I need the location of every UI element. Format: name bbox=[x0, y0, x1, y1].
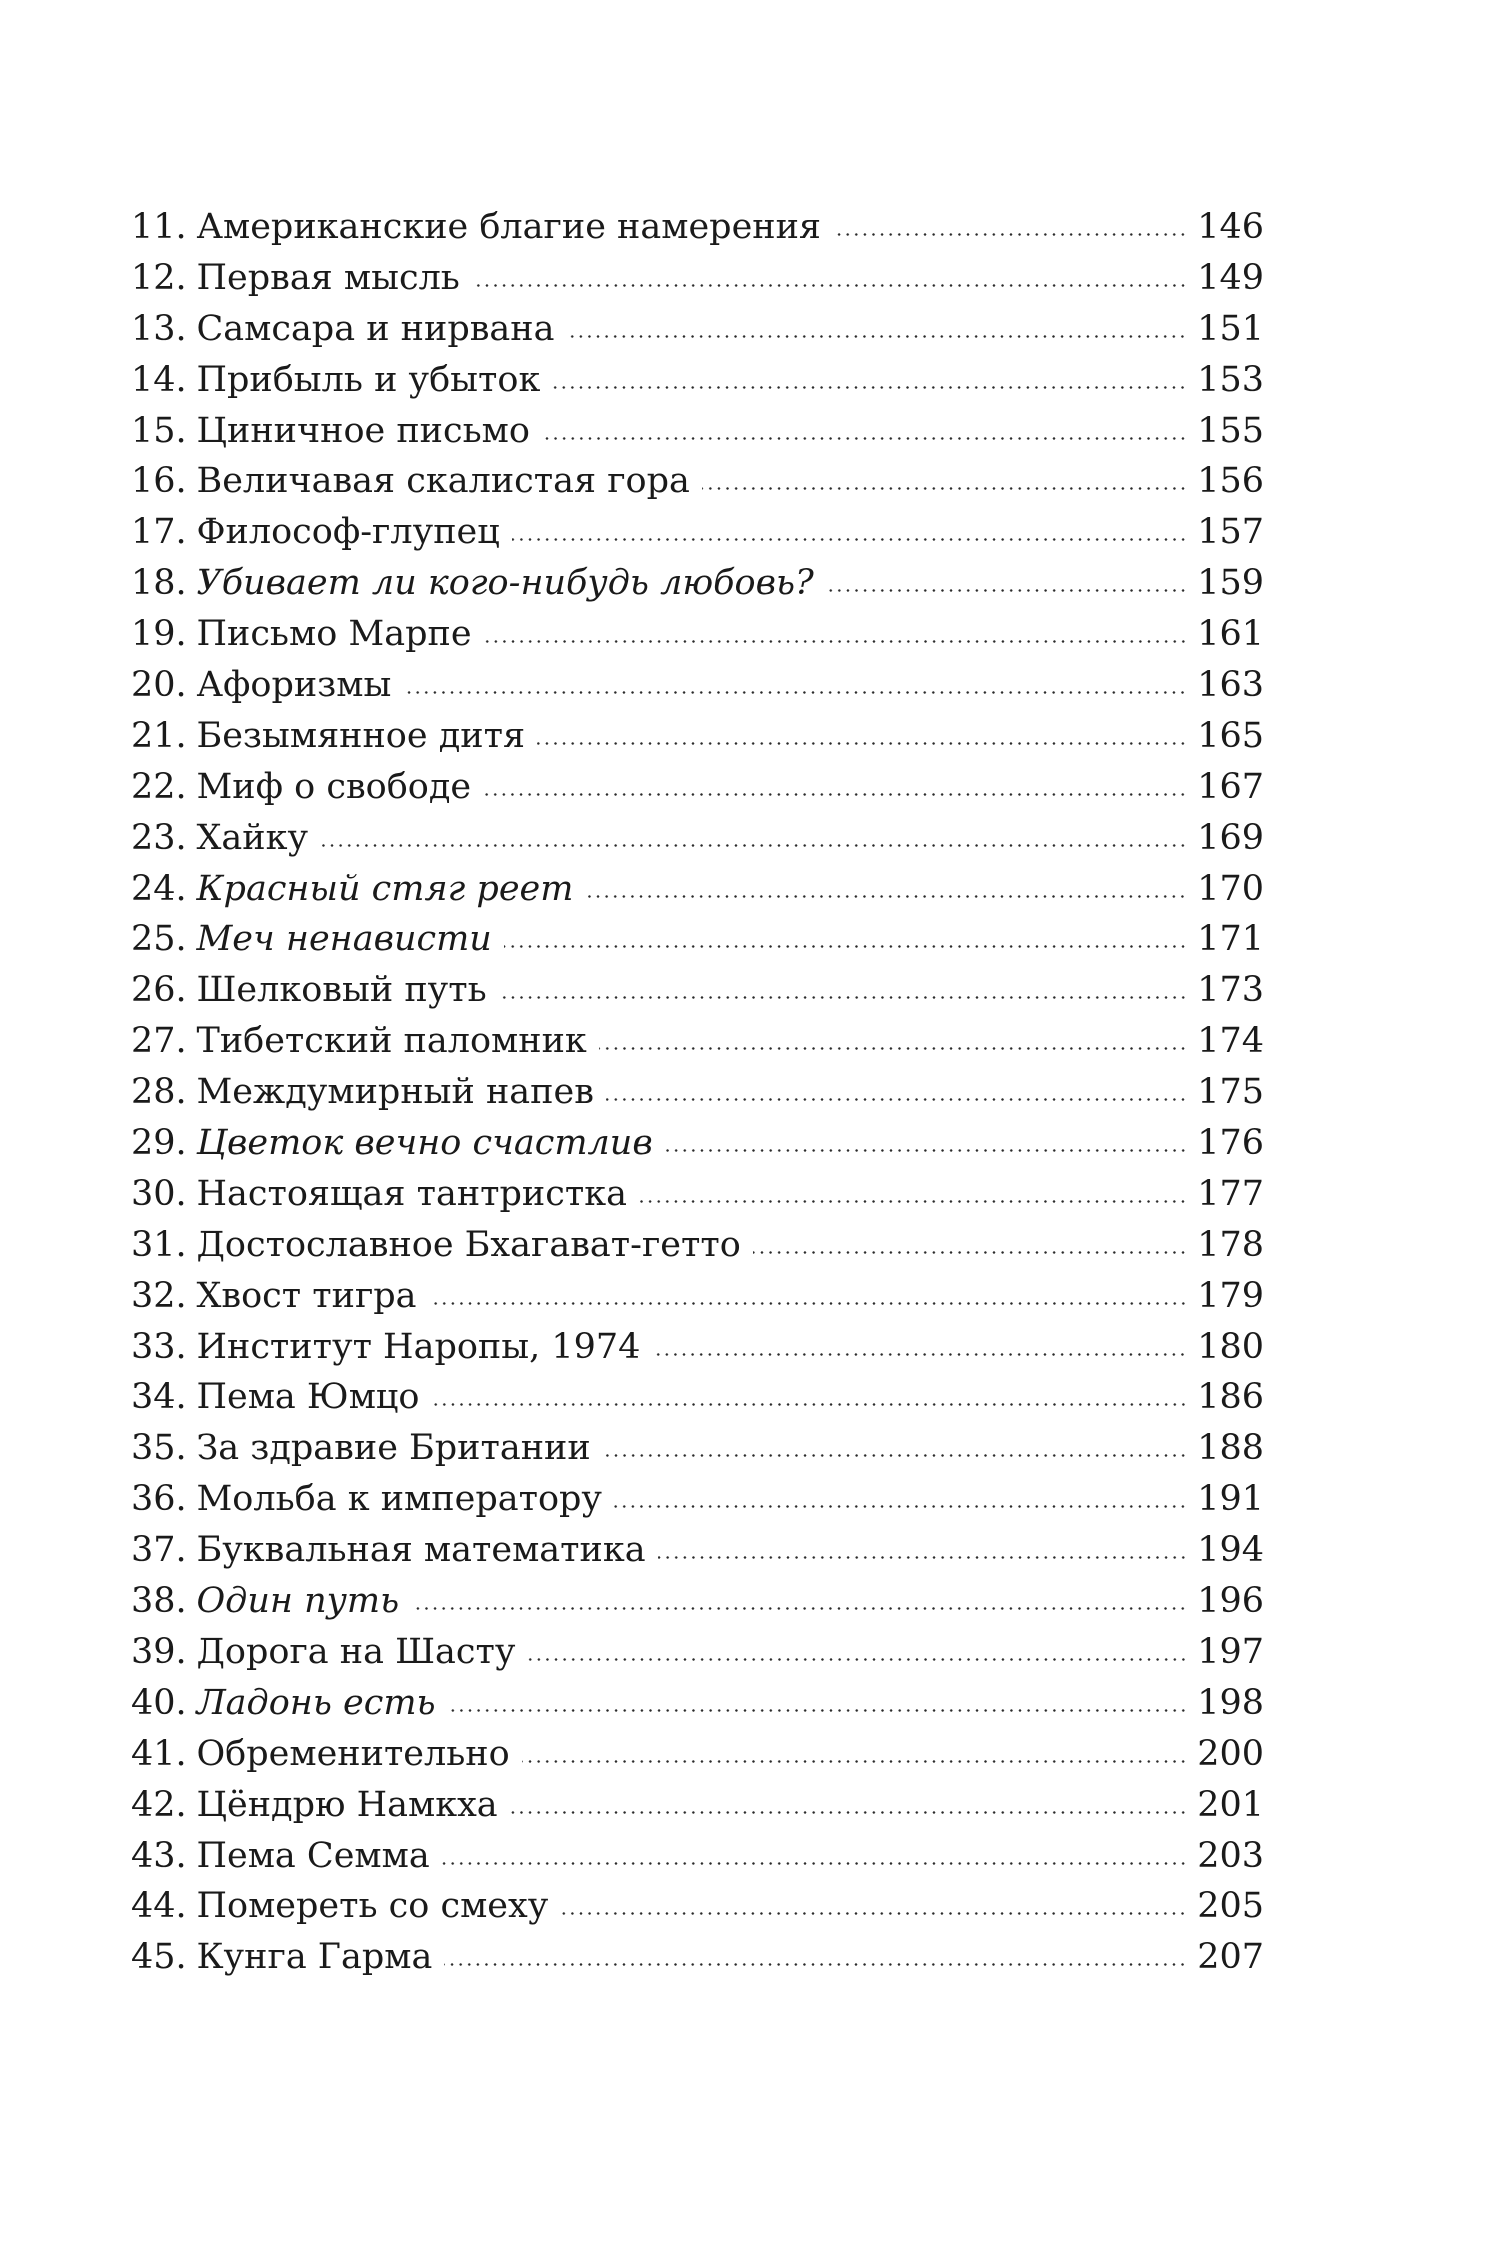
toc-entry-page-number: 196 bbox=[1197, 1581, 1264, 1622]
toc-entry bbox=[131, 1372, 1264, 1423]
toc-entry-number: 12. bbox=[131, 257, 187, 298]
toc-entry-number: 23. bbox=[131, 817, 187, 858]
dot-leader bbox=[320, 814, 1187, 849]
toc-entry bbox=[131, 1169, 1264, 1220]
toc-entry bbox=[131, 507, 1264, 558]
dot-leader bbox=[484, 610, 1188, 645]
toc-entry-title: Самсара и нирвана bbox=[196, 308, 555, 349]
dot-leader bbox=[510, 1781, 1188, 1816]
toc-entry bbox=[131, 202, 1264, 253]
dot-leader bbox=[665, 1119, 1187, 1154]
toc-entry-page-number: 169 bbox=[1197, 817, 1264, 858]
dot-leader bbox=[639, 1170, 1187, 1205]
toc-entry-title: Хайку bbox=[196, 817, 309, 858]
toc-entry-page-number: 180 bbox=[1197, 1326, 1264, 1367]
toc-entry bbox=[131, 355, 1264, 406]
toc-entry-title: Буквальная математика bbox=[196, 1530, 646, 1571]
toc-entry-title: Обременительно bbox=[196, 1733, 510, 1774]
toc-entry-page-number: 177 bbox=[1197, 1173, 1264, 1214]
toc-entry-title: Первая мысль bbox=[196, 257, 460, 298]
dot-leader bbox=[552, 356, 1187, 391]
toc-entry bbox=[131, 660, 1264, 711]
toc-entry-page-number: 170 bbox=[1197, 868, 1264, 909]
toc-entry-number: 42. bbox=[131, 1784, 187, 1825]
toc-entry-title: Цёндрю Намкха bbox=[196, 1784, 498, 1825]
toc-entry-title: Пема Семма bbox=[196, 1835, 430, 1876]
toc-entry-title: Один путь bbox=[196, 1581, 400, 1622]
dot-leader bbox=[585, 865, 1187, 900]
toc-entry-page-number: 161 bbox=[1197, 614, 1264, 655]
toc-entry-page-number: 179 bbox=[1197, 1275, 1264, 1316]
dot-leader bbox=[606, 1068, 1187, 1103]
toc-entry-number: 24. bbox=[131, 868, 187, 909]
toc-entry bbox=[131, 1576, 1264, 1627]
toc-entry-number: 34. bbox=[131, 1377, 187, 1418]
toc-entry-number: 30. bbox=[131, 1173, 187, 1214]
toc-entry-title: Величавая скалистая гора bbox=[196, 461, 690, 502]
toc-entry bbox=[131, 1881, 1264, 1932]
toc-entry-number: 33. bbox=[131, 1326, 187, 1367]
toc-entry bbox=[131, 965, 1264, 1016]
toc-entry-title: Шелковый путь bbox=[196, 970, 487, 1011]
toc-entry-page-number: 163 bbox=[1197, 665, 1264, 706]
toc-entry bbox=[131, 1016, 1264, 1067]
toc-entry-title: Мольба к императору bbox=[196, 1479, 603, 1520]
toc-entry-page-number: 155 bbox=[1197, 410, 1264, 451]
toc-entry-title: Убивает ли кого-нибудь любовь? bbox=[196, 563, 814, 604]
dot-leader bbox=[432, 1373, 1188, 1408]
toc-entry-title: Пема Юмцо bbox=[196, 1377, 420, 1418]
dot-leader bbox=[702, 457, 1187, 492]
toc-entry bbox=[131, 1780, 1264, 1831]
toc-entry-page-number: 159 bbox=[1197, 563, 1264, 604]
dot-leader bbox=[614, 1475, 1187, 1510]
toc-entry-number: 40. bbox=[131, 1682, 187, 1723]
toc-entry bbox=[131, 711, 1264, 762]
toc-entry-title: Циничное письмо bbox=[196, 410, 530, 451]
toc-entry-title: Настоящая тантристка bbox=[196, 1173, 627, 1214]
toc-entry bbox=[131, 1932, 1264, 1983]
toc-entry-page-number: 178 bbox=[1197, 1224, 1264, 1265]
dot-leader bbox=[542, 407, 1187, 442]
toc-entry bbox=[131, 1831, 1264, 1882]
toc-entry-page-number: 203 bbox=[1197, 1835, 1264, 1876]
dot-leader bbox=[826, 559, 1187, 594]
dot-leader bbox=[522, 1730, 1187, 1765]
dot-leader bbox=[403, 661, 1187, 696]
toc-entry-page-number: 173 bbox=[1197, 970, 1264, 1011]
toc-entry-title: Тибетский паломник bbox=[196, 1021, 587, 1062]
toc-entry-number: 21. bbox=[131, 715, 187, 756]
toc-entry-page-number: 200 bbox=[1197, 1733, 1264, 1774]
dot-leader bbox=[411, 1577, 1187, 1612]
toc-entry bbox=[131, 1220, 1264, 1271]
toc-entry-number: 36. bbox=[131, 1479, 187, 1520]
toc-entry-page-number: 201 bbox=[1197, 1784, 1264, 1825]
toc-entry-number: 13. bbox=[131, 308, 187, 349]
toc-entry-title: Миф о свободе bbox=[196, 766, 472, 807]
toc-entry bbox=[131, 1423, 1264, 1474]
toc-entry-title: Институт Наропы, 1974 bbox=[196, 1326, 641, 1367]
toc-entry bbox=[131, 1118, 1264, 1169]
toc-entry-number: 17. bbox=[131, 512, 187, 553]
dot-leader bbox=[444, 1933, 1187, 1968]
toc-entry-number: 39. bbox=[131, 1631, 187, 1672]
toc-entry-number: 45. bbox=[131, 1937, 187, 1978]
toc-entry-page-number: 205 bbox=[1197, 1886, 1264, 1927]
toc-entry bbox=[131, 864, 1264, 915]
toc-entry bbox=[131, 456, 1264, 507]
toc-entry-page-number: 149 bbox=[1197, 257, 1264, 298]
toc-entry-title: Кунга Гарма bbox=[196, 1937, 433, 1978]
dot-leader bbox=[537, 712, 1187, 747]
dot-leader bbox=[429, 1272, 1188, 1307]
toc-entry-page-number: 167 bbox=[1197, 766, 1264, 807]
dot-leader bbox=[472, 254, 1187, 289]
toc-entry-number: 44. bbox=[131, 1886, 187, 1927]
toc-entry-title: Достославное Бхагават-гетто bbox=[196, 1224, 741, 1265]
toc-entry-number: 19. bbox=[131, 614, 187, 655]
dot-leader bbox=[442, 1832, 1187, 1867]
toc-entry-number: 38. bbox=[131, 1581, 187, 1622]
dot-leader bbox=[483, 763, 1187, 798]
toc-entry-title: За здравие Британии bbox=[196, 1428, 591, 1469]
toc-entry bbox=[131, 253, 1264, 304]
toc-entry-page-number: 207 bbox=[1197, 1937, 1264, 1978]
toc-entry-page-number: 153 bbox=[1197, 359, 1264, 400]
toc-entry-number: 16. bbox=[131, 461, 187, 502]
toc-entry-number: 41. bbox=[131, 1733, 187, 1774]
toc-entry-page-number: 198 bbox=[1197, 1682, 1264, 1723]
toc-entry-page-number: 156 bbox=[1197, 461, 1264, 502]
toc-entry bbox=[131, 813, 1264, 864]
dot-leader bbox=[448, 1679, 1188, 1714]
toc-entry-number: 29. bbox=[131, 1123, 187, 1164]
toc-entry-page-number: 186 bbox=[1197, 1377, 1264, 1418]
toc-entry-number: 35. bbox=[131, 1428, 187, 1469]
toc-entry-page-number: 151 bbox=[1197, 308, 1264, 349]
toc-entry-number: 14. bbox=[131, 359, 187, 400]
toc-entry-page-number: 165 bbox=[1197, 715, 1264, 756]
toc-entry-page-number: 194 bbox=[1197, 1530, 1264, 1571]
toc-entry bbox=[131, 1678, 1264, 1729]
toc-entry-title: Афоризмы bbox=[196, 665, 392, 706]
dot-leader bbox=[658, 1526, 1188, 1561]
dot-leader bbox=[504, 915, 1187, 950]
toc-entry bbox=[131, 1271, 1264, 1322]
toc-entry-number: 15. bbox=[131, 410, 187, 451]
toc-entry bbox=[131, 304, 1264, 355]
toc-entry bbox=[131, 762, 1264, 813]
toc-entry-number: 20. bbox=[131, 665, 187, 706]
dot-leader bbox=[566, 305, 1187, 340]
dot-leader bbox=[603, 1424, 1187, 1459]
toc-entry bbox=[131, 1322, 1264, 1373]
toc-entry-page-number: 146 bbox=[1197, 207, 1264, 247]
dot-leader bbox=[512, 508, 1187, 543]
toc-entry-page-number: 171 bbox=[1197, 919, 1264, 960]
toc-entry-number: 31. bbox=[131, 1224, 187, 1265]
toc-entry-title: Ладонь есть bbox=[196, 1682, 436, 1723]
dot-leader bbox=[560, 1882, 1187, 1917]
toc-entry-page-number: 176 bbox=[1197, 1123, 1264, 1164]
toc-entry-page-number: 197 bbox=[1197, 1631, 1264, 1672]
toc-entry bbox=[131, 1525, 1264, 1576]
toc-entry-title: Цветок вечно счастлив bbox=[196, 1123, 653, 1164]
toc-entry-title: Прибыль и убыток bbox=[196, 359, 541, 400]
toc-entry-number: 25. bbox=[131, 919, 187, 960]
toc-entry-title: Помереть со смеху bbox=[196, 1886, 549, 1927]
toc-entry-title: Американские благие намерения bbox=[196, 207, 822, 247]
toc-entry bbox=[131, 1067, 1264, 1118]
toc-entry-page-number: 157 bbox=[1197, 512, 1264, 553]
toc-entry bbox=[131, 1474, 1264, 1525]
toc-entry bbox=[131, 1729, 1264, 1780]
toc-entry-title: Безымянное дитя bbox=[196, 715, 526, 756]
toc-entry bbox=[131, 1627, 1264, 1678]
table-of-contents bbox=[131, 202, 1264, 1983]
toc-entry bbox=[131, 558, 1264, 609]
toc-entry-title: Красный стяг реет bbox=[196, 868, 574, 909]
toc-entry-number: 18. bbox=[131, 563, 187, 604]
toc-entry-page-number: 174 bbox=[1197, 1021, 1264, 1062]
toc-entry bbox=[131, 406, 1264, 457]
toc-entry-page-number: 191 bbox=[1197, 1479, 1264, 1520]
dot-leader bbox=[499, 966, 1188, 1001]
toc-entry-title: Философ-глупец bbox=[196, 512, 500, 553]
toc-entry-number: 37. bbox=[131, 1530, 187, 1571]
toc-entry-number: 28. bbox=[131, 1072, 187, 1113]
toc-entry-number: 43. bbox=[131, 1835, 187, 1876]
toc-entry-page-number: 188 bbox=[1197, 1428, 1264, 1469]
toc-entry bbox=[131, 914, 1264, 965]
toc-entry-page-number: 175 bbox=[1197, 1072, 1264, 1113]
dot-leader bbox=[833, 203, 1187, 238]
toc-entry-title: Дорога на Шасту bbox=[196, 1631, 516, 1672]
toc-entry-number: 27. bbox=[131, 1021, 187, 1062]
dot-leader bbox=[753, 1221, 1187, 1256]
toc-entry-number: 32. bbox=[131, 1275, 187, 1316]
toc-entry-title: Меч ненависти bbox=[196, 919, 492, 960]
toc-entry-number: 22. bbox=[131, 766, 187, 807]
dot-leader bbox=[599, 1017, 1187, 1052]
dot-leader bbox=[528, 1628, 1188, 1663]
toc-entry bbox=[131, 609, 1264, 660]
toc-entry-title: Хвост тигра bbox=[196, 1275, 417, 1316]
dot-leader bbox=[652, 1323, 1187, 1358]
toc-entry-title: Письмо Марпе bbox=[196, 614, 472, 655]
toc-entry-title: Междумирный напев bbox=[196, 1072, 594, 1113]
toc-entry-number: 26. bbox=[131, 970, 187, 1011]
toc-entry-number: 11. bbox=[131, 207, 187, 247]
